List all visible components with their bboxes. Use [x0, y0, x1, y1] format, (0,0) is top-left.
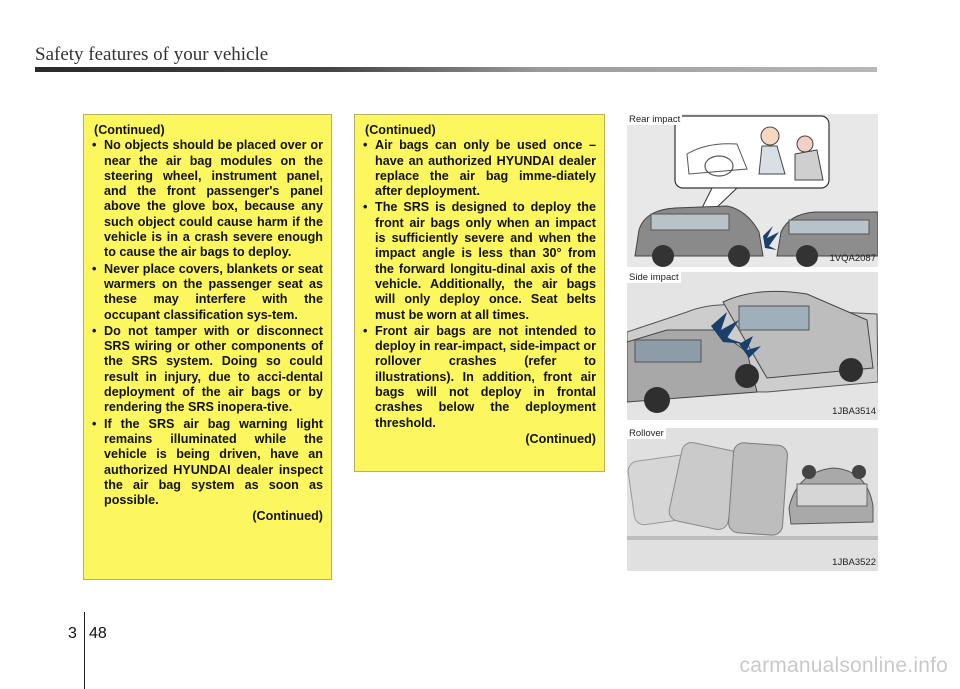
- page-number: 48: [89, 625, 107, 642]
- continued-heading: (Continued): [365, 123, 436, 137]
- watermark: carmanualsonline.info: [739, 654, 948, 677]
- figure-rear-impact: [627, 114, 878, 267]
- warning-bullet: • Front air bags are not intended to deploy in rear-impact, side-impact or rollover crashes (refer to illustrations). In addition, front air bags will not deploy in frontal crashes below the deployment threshold.: [363, 324, 596, 431]
- warning-bullet: • Air bags can only be used once – have an authorized HYUNDAI dealer replace the air bag imme-diately after deployment.: [363, 138, 596, 199]
- figure-code: 1JBA3522: [832, 557, 876, 568]
- page-header-title: Safety features of your vehicle: [35, 44, 269, 65]
- rear-impact-illustration: [627, 114, 878, 267]
- figure-code: 1VQA2087: [829, 253, 876, 264]
- side-impact-illustration: [627, 272, 878, 420]
- figure-label: Side impact: [629, 272, 679, 283]
- figure-label: Rear impact: [629, 114, 681, 125]
- rollover-illustration: [627, 428, 878, 571]
- figure-code: 1JBA3514: [832, 406, 876, 417]
- header-rule: [35, 67, 877, 72]
- figure-label: Rollover: [629, 428, 664, 439]
- warning-bullet: • Never place covers, blankets or seat warmers on the passenger seat as these may interfere with the occupant classification sys-tem.: [92, 262, 323, 323]
- chapter-number: 3: [68, 625, 77, 642]
- warning-bullet: • No objects should be placed over or near the air bag modules on the steering wheel, instrument panel, and the front passenger's panel above the glove box, because any such object could cause harm if the vehicle is in a crash severe enough to cause the air bags to deploy.: [92, 138, 323, 260]
- page-number-divider: [84, 612, 85, 689]
- figure-side-impact: [627, 272, 878, 420]
- warning-bullet-list: [92, 138, 323, 508]
- continued-heading: (Continued): [94, 123, 165, 137]
- warning-bullet-list: [363, 138, 596, 431]
- warning-bullet: • The SRS is designed to deploy the front air bags only when an impact is sufficiently severe and when the impact angle is less than 30° from the forward longitu-dinal axis of the vehicle. Additionally, the air bags will only deploy once. Seat belts must be worn at all times.: [363, 200, 596, 322]
- warning-bullet: • If the SRS air bag warning light remains illuminated while the vehicle is being driven, have an authorized HYUNDAI dealer inspect the air bag system as soon as possible.: [92, 417, 323, 509]
- continued-footer: (Continued): [525, 431, 596, 446]
- warning-box-right: [354, 114, 605, 472]
- figure-rollover: [627, 428, 878, 571]
- continued-footer: (Continued): [252, 509, 323, 524]
- warning-box-left: [83, 114, 332, 580]
- warning-bullet: • Do not tamper with or disconnect SRS wiring or other components of the SRS system. Doing so could result in injury, due to acci-dental deployment of the air bags or by rendering the SRS inopera-tive.: [92, 324, 323, 416]
